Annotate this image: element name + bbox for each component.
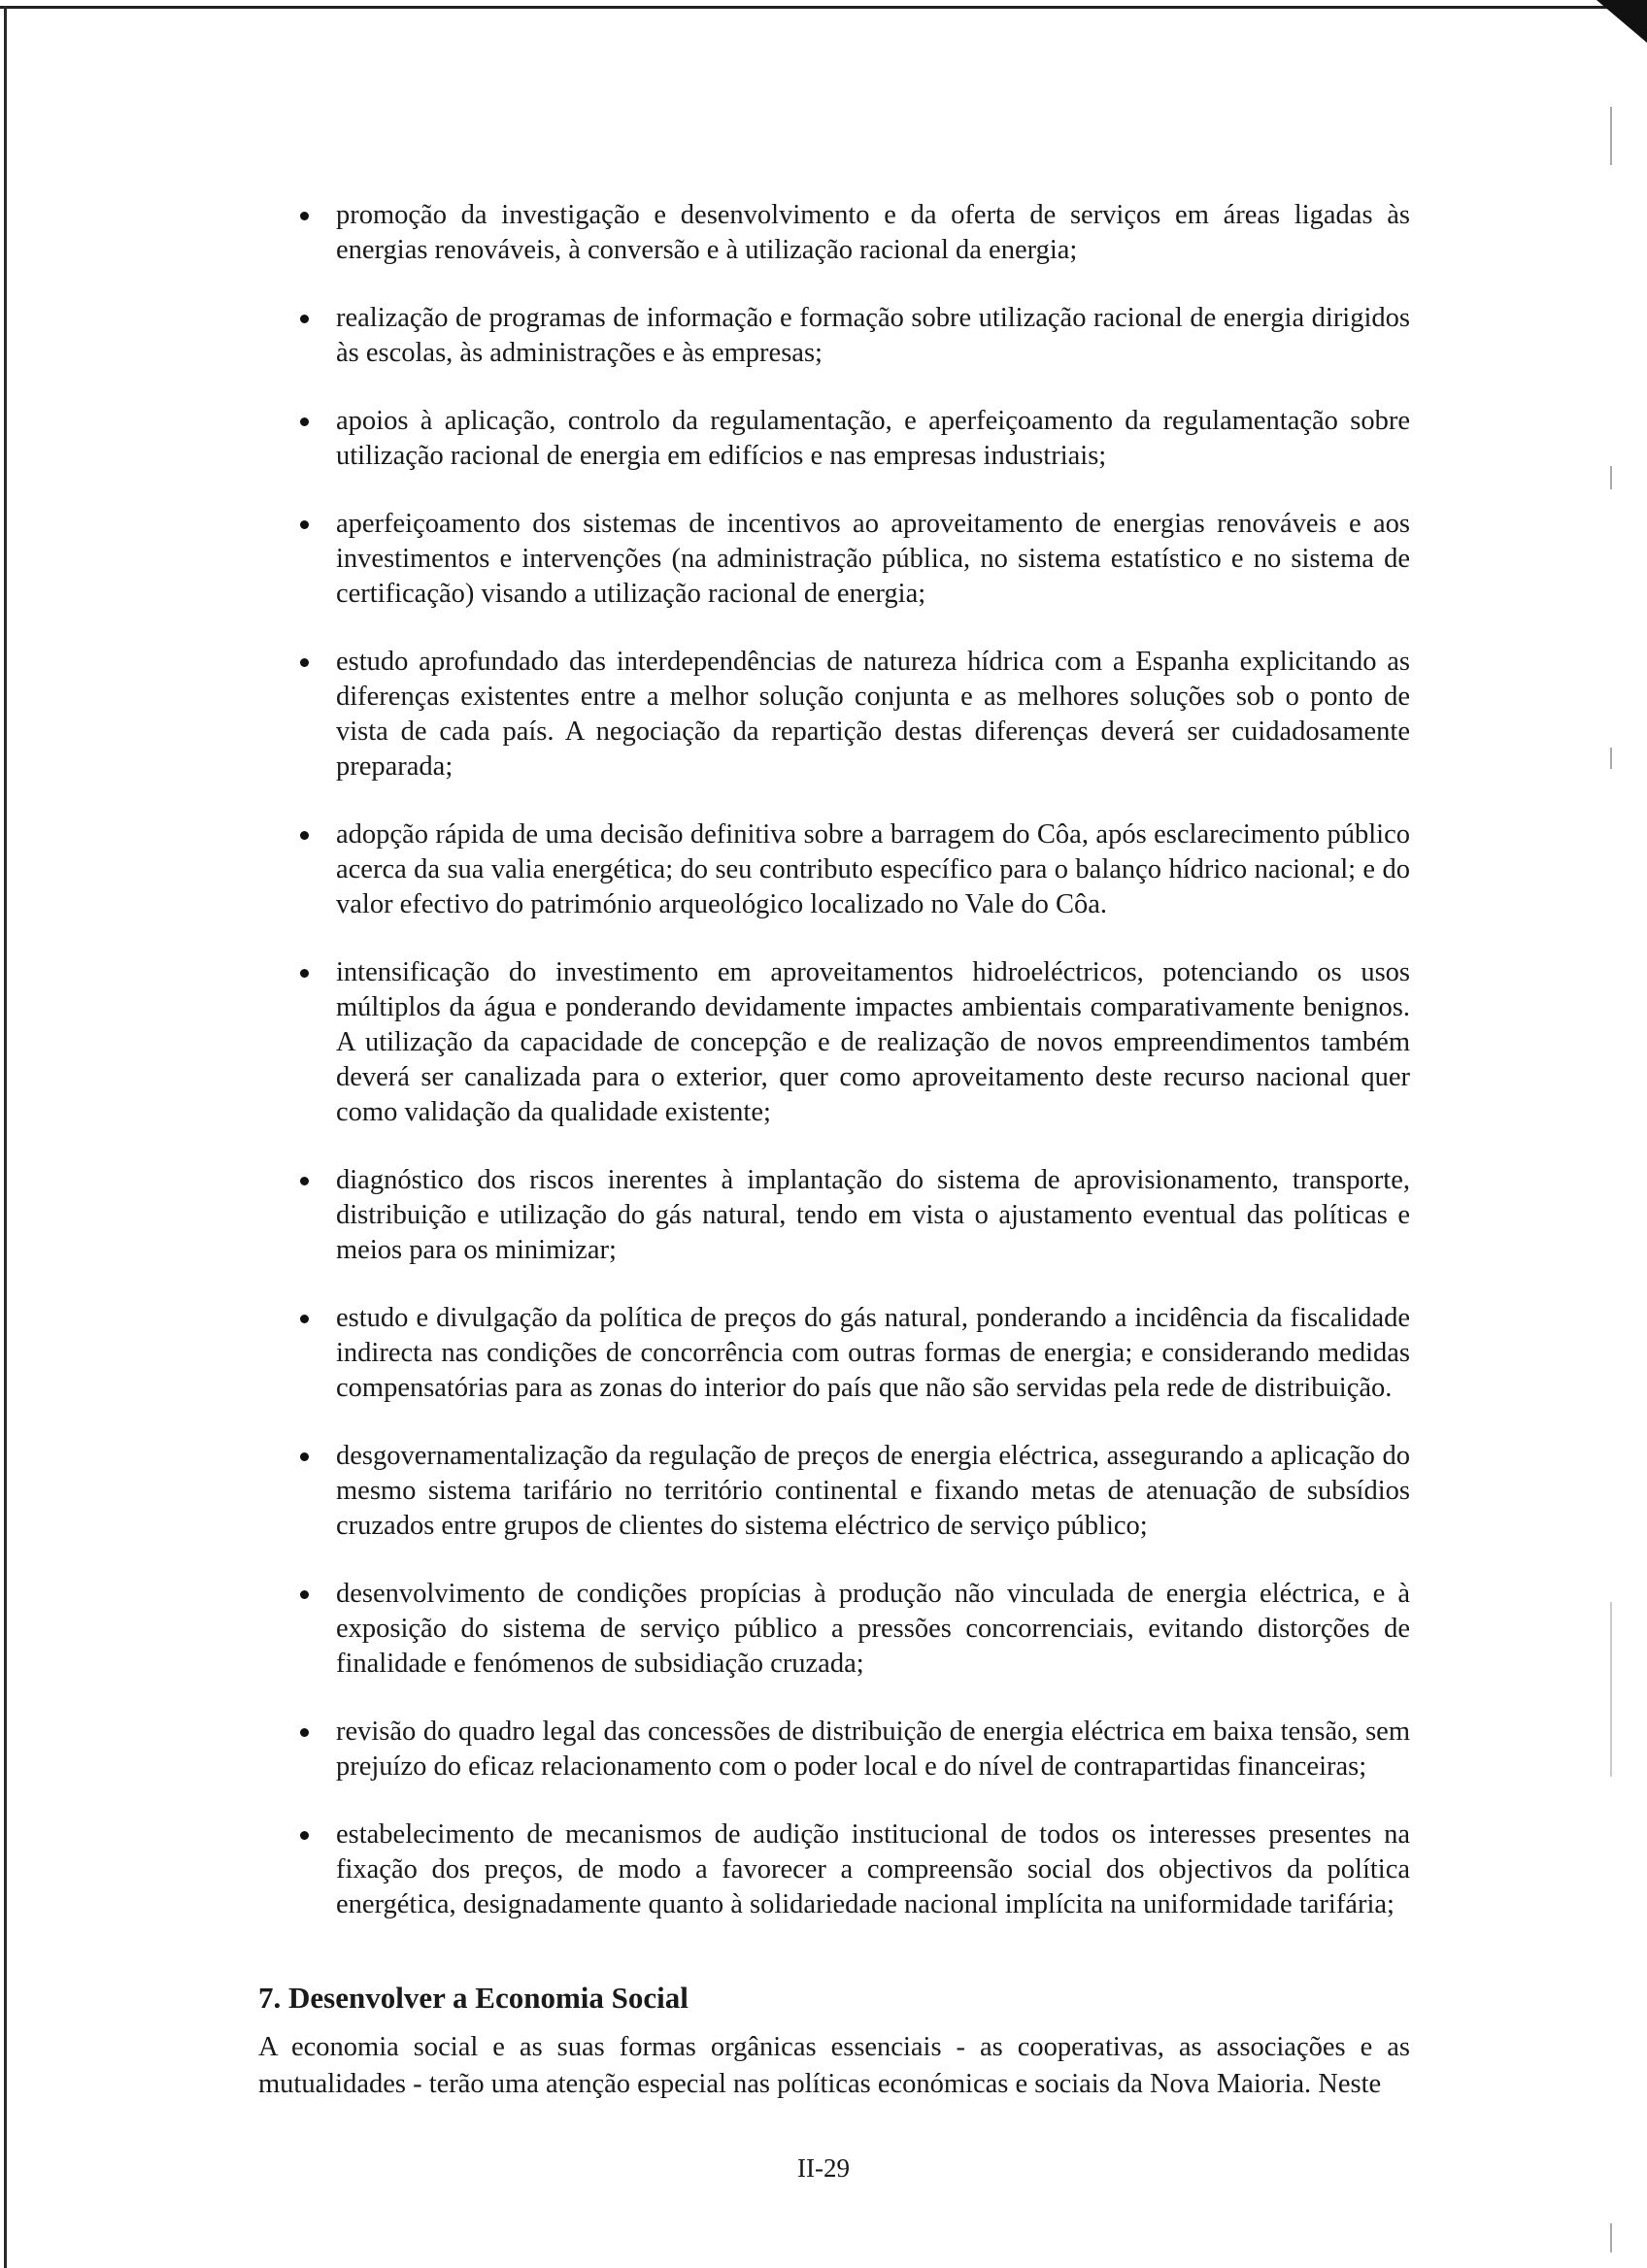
scan-top-edge: [0, 6, 1612, 9]
bullet-icon: [300, 831, 309, 840]
list-item: [258, 1439, 1410, 1544]
list-item-text: adopção rápida de uma decisão definitiva sobre a barragem do Côa, após esclarecimento público acerca da sua valia energética; do seu contributo específico para o balanço hídrico nacional; e do valor efectivo do património arqueológico localizado no Vale do Côa.: [336, 819, 1410, 919]
list-item-text: estabelecimento de mecanismos de audição institucional de todos os interesses presentes na fixação dos preços, de modo a favorecer a compreensão social dos objectivos da política energética, designadamente quanto à solidariedade nacional implícita na uniformidade tarifária;: [336, 1819, 1410, 1919]
bullet-icon: [300, 520, 309, 529]
bullet-icon: [300, 1728, 309, 1737]
list-item: [258, 1715, 1410, 1784]
scan-margin-mark: [1610, 1602, 1612, 1777]
bullet-icon: [300, 417, 309, 426]
list-item: [258, 955, 1410, 1130]
scan-corner-mark: [1597, 0, 1647, 43]
list-item: [258, 507, 1410, 612]
list-item-text: realização de programas de informação e formação sobre utilização racional de energia dirigidos às escolas, às administrações e às empresas;: [336, 303, 1410, 368]
bullet-icon: [300, 658, 309, 667]
bullet-icon: [300, 212, 309, 220]
list-item-text: revisão do quadro legal das concessões de distribuição de energia eléctrica em baixa tensão, sem prejuízo do eficaz relacionamento com o poder local e do nível de contrapartidas financeiras;: [336, 1717, 1410, 1782]
list-item: [258, 1818, 1410, 1922]
scan-left-edge: [4, 6, 7, 2268]
list-item-text: desgovernamentalização da regulação de preços de energia eléctrica, assegurando a aplicação do mesmo sistema tarifário no território continental e fixando metas de atenuação de subsídios cruzados entre grupos de clientes do sistema eléctrico de serviço público;: [336, 1441, 1410, 1541]
bullet-icon: [300, 1452, 309, 1461]
list-item: [258, 1577, 1410, 1682]
list-item-text: estudo e divulgação da política de preços do gás natural, ponderando a incidência da fiscalidade indirecta nas condições de concorrência com outras formas de energia; e considerando medidas compensatórias para as zonas do interior do país que não são servidas pela rede de distribuição.: [336, 1303, 1410, 1403]
list-item: [258, 1301, 1410, 1406]
list-item-text: aperfeiçoamento dos sistemas de incentivos ao aproveitamento de energias renováveis e aos investimentos e intervenções (na administração pública, no sistema estatístico e no sistema de certificação) visando a utilização racional de energia;: [336, 509, 1410, 609]
bullet-icon: [300, 315, 309, 323]
list-item-text: intensificação do investimento em aproveitamentos hidroeléctricos, potenciando os usos múltiplos da água e ponderando devidamente impactes ambientais comparativamente benignos. A utilização da capacidade de concepção e de realização de novos empreendimentos também deverá ser canalizada para o exterior, quer como aproveitamento deste recurso nacional quer como validação da qualidade existente;: [336, 957, 1410, 1127]
list-item: [258, 404, 1410, 474]
document-body: [258, 198, 1410, 2103]
list-item-text: diagnóstico dos riscos inerentes à implantação do sistema de aprovisionamento, transporte, distribuição e utilização do gás natural, tendo em vista o ajustamento eventual das políticas e meios para os minimizar;: [336, 1165, 1410, 1265]
list-item: [258, 198, 1410, 268]
bullet-icon: [300, 1590, 309, 1599]
list-item-text: apoios à aplicação, controlo da regulamentação, e aperfeiçoamento da regulamentação sobre utilização racional de energia em edifícios e nas empresas industriais;: [336, 406, 1410, 471]
list-item-text: desenvolvimento de condições propícias à produção não vinculada de energia eléctrica, e à exposição do sistema de serviço público a pressões concorrenciais, evitando distorções de finalidade e fenómenos de subsidiação cruzada;: [336, 1579, 1410, 1679]
page-number: II-29: [797, 2153, 850, 2183]
scan-margin-mark: [1610, 107, 1612, 165]
scan-margin-mark: [1610, 748, 1612, 769]
scan-margin-mark: [1610, 466, 1612, 489]
section-heading: 7. Desenvolver a Economia Social: [258, 1981, 689, 2015]
list-item: [258, 645, 1410, 784]
section-paragraph: A economia social e as suas formas orgânicas essenciais - as cooperativas, as associações e as mutualidades - terão uma atenção especial nas políticas económicas e sociais da Nova Maioria. Neste: [258, 2032, 1410, 2099]
list-item-text: promoção da investigação e desenvolvimento e da oferta de serviços em áreas ligadas às energias renováveis, à conversão e à utilização racional da energia;: [336, 200, 1410, 265]
list-item-text: estudo aprofundado das interdependências de natureza hídrica com a Espanha explicitando as diferenças existentes entre a melhor solução conjunta e as melhores soluções sob o ponto de vista de cada país. A negociação da repartição destas diferenças deverá ser cuidadosamente preparada;: [336, 647, 1410, 782]
scan-margin-mark: [1610, 2223, 1612, 2252]
list-item: [258, 301, 1410, 371]
bullet-list: [258, 198, 1410, 1922]
list-item: [258, 1163, 1410, 1268]
bullet-icon: [300, 1831, 309, 1840]
bullet-icon: [300, 1177, 309, 1185]
list-item: [258, 817, 1410, 922]
bullet-icon: [300, 1315, 309, 1323]
bullet-icon: [300, 969, 309, 978]
